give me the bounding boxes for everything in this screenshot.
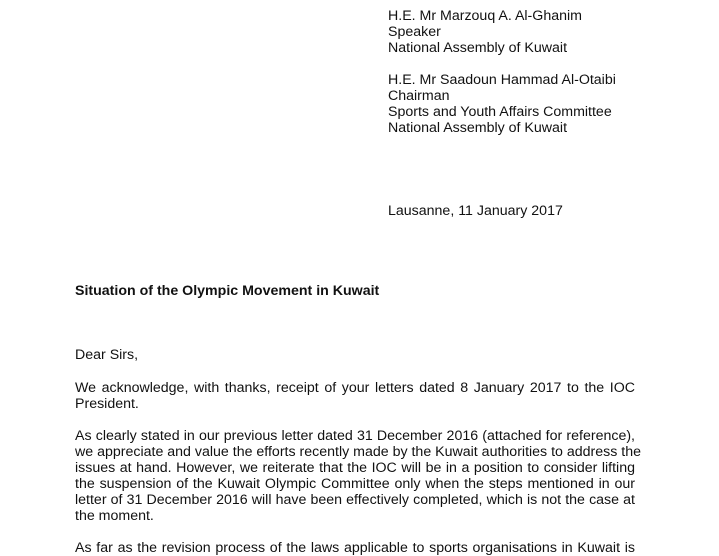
recipient-chairman: [388, 72, 708, 136]
paragraph-revision-process: [75, 540, 635, 556]
paragraph-line: As far as the revision process of the laws applicable to sports organisations in Kuwait is: [75, 540, 635, 556]
letter-place-date: Lausanne, 11 January 2017: [388, 203, 563, 219]
recipient-title: Chairman: [388, 88, 450, 104]
paragraph-line: we appreciate and value the efforts recently made by the Kuwait authorities to address the: [75, 444, 641, 460]
letter-salutation: Dear Sirs,: [75, 347, 139, 363]
paragraph-line: We acknowledge, with thanks, receipt of your letters dated 8 January 2017 to the IOC: [75, 380, 635, 396]
paragraph-line: letter of 31 December 2016 will have been effectively completed, which is not the case at: [75, 492, 635, 508]
recipients-address-block: [388, 8, 708, 136]
recipient-name: H.E. Mr Marzouq A. Al-Ghanim: [388, 8, 582, 24]
paragraph-line: the suspension of the Kuwait Olympic Committee only when the steps mentioned in our: [75, 476, 635, 492]
paragraph-line: As clearly stated in our previous letter dated 31 December 2016 (attached for reference),: [75, 428, 635, 444]
letter-body: [75, 380, 641, 556]
paragraph-acknowledgement: [75, 380, 635, 412]
letter-subject: Situation of the Olympic Movement in Kuwait: [75, 283, 380, 299]
recipient-organisation: National Assembly of Kuwait: [388, 120, 568, 136]
paragraph-previous-letter: [75, 428, 641, 524]
recipient-committee: Sports and Youth Affairs Committee: [388, 104, 612, 120]
paragraph-line: President.: [75, 396, 139, 412]
recipient-speaker: [388, 8, 708, 56]
recipient-name: H.E. Mr Saadoun Hammad Al-Otaibi: [388, 72, 616, 88]
recipient-title: Speaker: [388, 24, 441, 40]
paragraph-line: the moment.: [75, 508, 154, 524]
paragraph-line: issues at hand. However, we reiterate that the IOC will be in a position to consider lifting: [75, 460, 635, 476]
recipient-organisation: National Assembly of Kuwait: [388, 40, 568, 56]
